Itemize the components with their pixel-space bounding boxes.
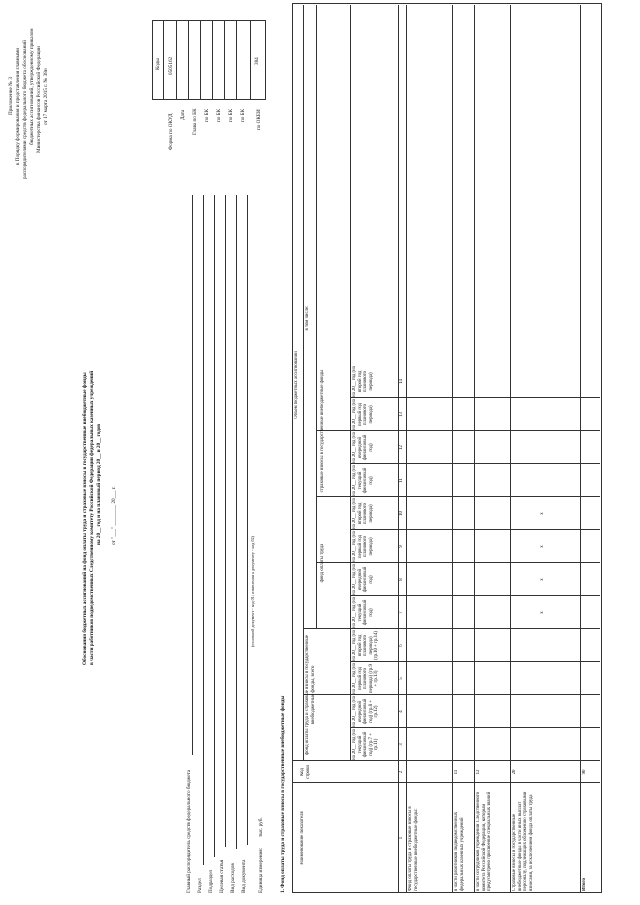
x-mark: x bbox=[540, 512, 545, 515]
doc-date-line: от "___" ________ 20___ г. bbox=[111, 486, 117, 545]
sub-col-header: на 20__ год (на текущий финансовый год) bbox=[352, 465, 374, 496]
group-fot-sv-header: фонд оплаты труда и страховые взносы в государственные внебюджетные фонды, всего bbox=[305, 635, 316, 755]
x-mark: x bbox=[540, 545, 545, 548]
group-total-header: Объем бюджетных ассигнований bbox=[294, 351, 299, 419]
col-number: 2 bbox=[399, 770, 404, 774]
col-number: 11 bbox=[399, 478, 404, 483]
codes-header: Коды bbox=[155, 58, 161, 70]
sub-col-header: на 20__ год (на текущий финансовый год) (гр.7 + гр.11) bbox=[352, 729, 380, 760]
col-number: 10 bbox=[399, 511, 404, 516]
row-name: Фонд оплаты труда и страховые взносы в государственные внебюджетные фонды: bbox=[408, 806, 419, 891]
main-manager-label: Главный распорядитель средств федерального бюджета bbox=[186, 769, 192, 893]
appendix-line: от 17 марта 2015 г. № 38н bbox=[43, 68, 49, 125]
sub-col-header: на 20__ год (на очередной финансовый год) bbox=[352, 432, 374, 463]
appendix-line: Министерства финансов Российской Федерации bbox=[36, 46, 42, 153]
appendix-line: к Порядку формирования и представления главными bbox=[15, 47, 21, 165]
row-name: Страховые взносы в государственные внебюджетные фонды в части иных выплат персоналу, подлежащих обложению страховыми взносами, за исключением фонда оплаты труда bbox=[512, 791, 534, 891]
bk-label: по БК bbox=[240, 108, 246, 122]
sub-col-header: на 20__ год (на второй год планового периода) bbox=[352, 498, 374, 529]
col-number: 1 bbox=[399, 836, 404, 840]
row-code: 12 bbox=[476, 769, 481, 775]
sub-col-header: на 20__ год (на первый год планового периода) bbox=[352, 399, 374, 430]
sub-col-header: на 20__ год (на очередной финансовый год) (гр.8 + гр.12) bbox=[352, 696, 380, 727]
row-code: 11 bbox=[454, 769, 459, 775]
razdel-label: Раздел bbox=[197, 878, 203, 893]
col-number: 9 bbox=[399, 545, 404, 548]
unit-value: тыс. руб. bbox=[258, 817, 264, 837]
unit-label: Единица измерения: bbox=[258, 847, 264, 893]
row-name: Итого bbox=[582, 878, 587, 891]
appendix-line: Приложение № 3 bbox=[8, 77, 14, 115]
sub-col-header: на 20__ год (на первый год планового периода) (гр.9 + гр.13) bbox=[352, 663, 380, 694]
col-number: 7 bbox=[399, 611, 404, 614]
bk-label: по БК bbox=[204, 108, 210, 122]
bk-label: по БК bbox=[216, 108, 222, 122]
section1-title: 1. Фонд оплаты труда и страховые взносы в государственные внебюджетные фонды bbox=[280, 695, 286, 893]
bk-label: по БК bbox=[228, 108, 234, 122]
row-code: 20 bbox=[512, 769, 517, 775]
date-label: Дата bbox=[180, 109, 186, 120]
podrazdel-label: Подраздел bbox=[208, 869, 214, 893]
x-mark: x bbox=[540, 611, 545, 614]
x-mark: x bbox=[540, 578, 545, 581]
group-incl-header: в том числе: bbox=[305, 305, 310, 331]
doc-title-line3: на 20__ год и на плановый период 20__ и 20__ годов bbox=[96, 423, 102, 545]
doc-title-line1: Обоснования бюджетных ассигнований на фонд оплаты труда и страховые взносы в государственные внебюджетные фонды bbox=[82, 372, 88, 665]
col-code-header: Код строки bbox=[300, 765, 311, 779]
sub-col-header: на 20__ год (на текущий финансовый год) bbox=[352, 597, 374, 628]
row-code: 90 bbox=[582, 769, 587, 775]
row-name: в части работников подведомственных федеральных казенных учреждений bbox=[454, 811, 465, 891]
sub-col-header: на 20__ год (на очередной финансовый год) bbox=[352, 564, 374, 595]
doc-type-label: Вид документа bbox=[241, 859, 247, 893]
appendix-line: распорядителями средств федерального бюджета обоснований bbox=[22, 40, 28, 179]
col-number: 13 bbox=[399, 412, 404, 417]
col-number: 12 bbox=[399, 445, 404, 450]
col-name-header: Наименование показателя bbox=[300, 811, 305, 865]
sub-col-header: на 20__ год (на первый год планового периода) bbox=[352, 531, 374, 562]
glava-label: Глава по БК bbox=[192, 108, 198, 135]
target-label: Целевая статья bbox=[219, 859, 225, 893]
doc-title-line2: в части работников подведомственных Следственному комитету Российской Федерации федеральных казенных учреждений bbox=[89, 370, 95, 665]
group-fot-header: фонд оплаты труда bbox=[320, 543, 325, 583]
group-sv-header: страховые взносы в государственные внебюджетные фонды bbox=[320, 369, 325, 493]
okud-label: Форма по ОКУД bbox=[168, 113, 174, 150]
appendix-line: бюджетных ассигнований, утвержденному приказом bbox=[29, 28, 35, 145]
col-number: 6 bbox=[399, 644, 404, 647]
col-number: 3 bbox=[399, 743, 404, 746]
sub-col-header: на 20__ год (на второй год планового периода) bbox=[352, 366, 374, 397]
sub-col-header: на 20__ год (на второй год планового периода) (гр.10 + гр.14) bbox=[352, 630, 380, 661]
okud-value: 0505162 bbox=[168, 56, 174, 75]
vid-label: Вид расходов bbox=[230, 863, 236, 893]
col-number: 14 bbox=[399, 379, 404, 384]
okei-label: по ОКЕИ bbox=[256, 109, 262, 130]
okei-value: 384 bbox=[254, 57, 260, 65]
row-name: в части сотрудников учреждений Следственного комитета Российской Федерации, которым предусмотрено присвоение специальных званий bbox=[476, 791, 493, 891]
doc-type-hint: (основной документ - код 01; изменения к документу - код 02) bbox=[250, 536, 255, 647]
col-number: 8 bbox=[399, 578, 404, 581]
col-number: 5 bbox=[399, 677, 404, 680]
col-number: 4 bbox=[399, 710, 404, 713]
